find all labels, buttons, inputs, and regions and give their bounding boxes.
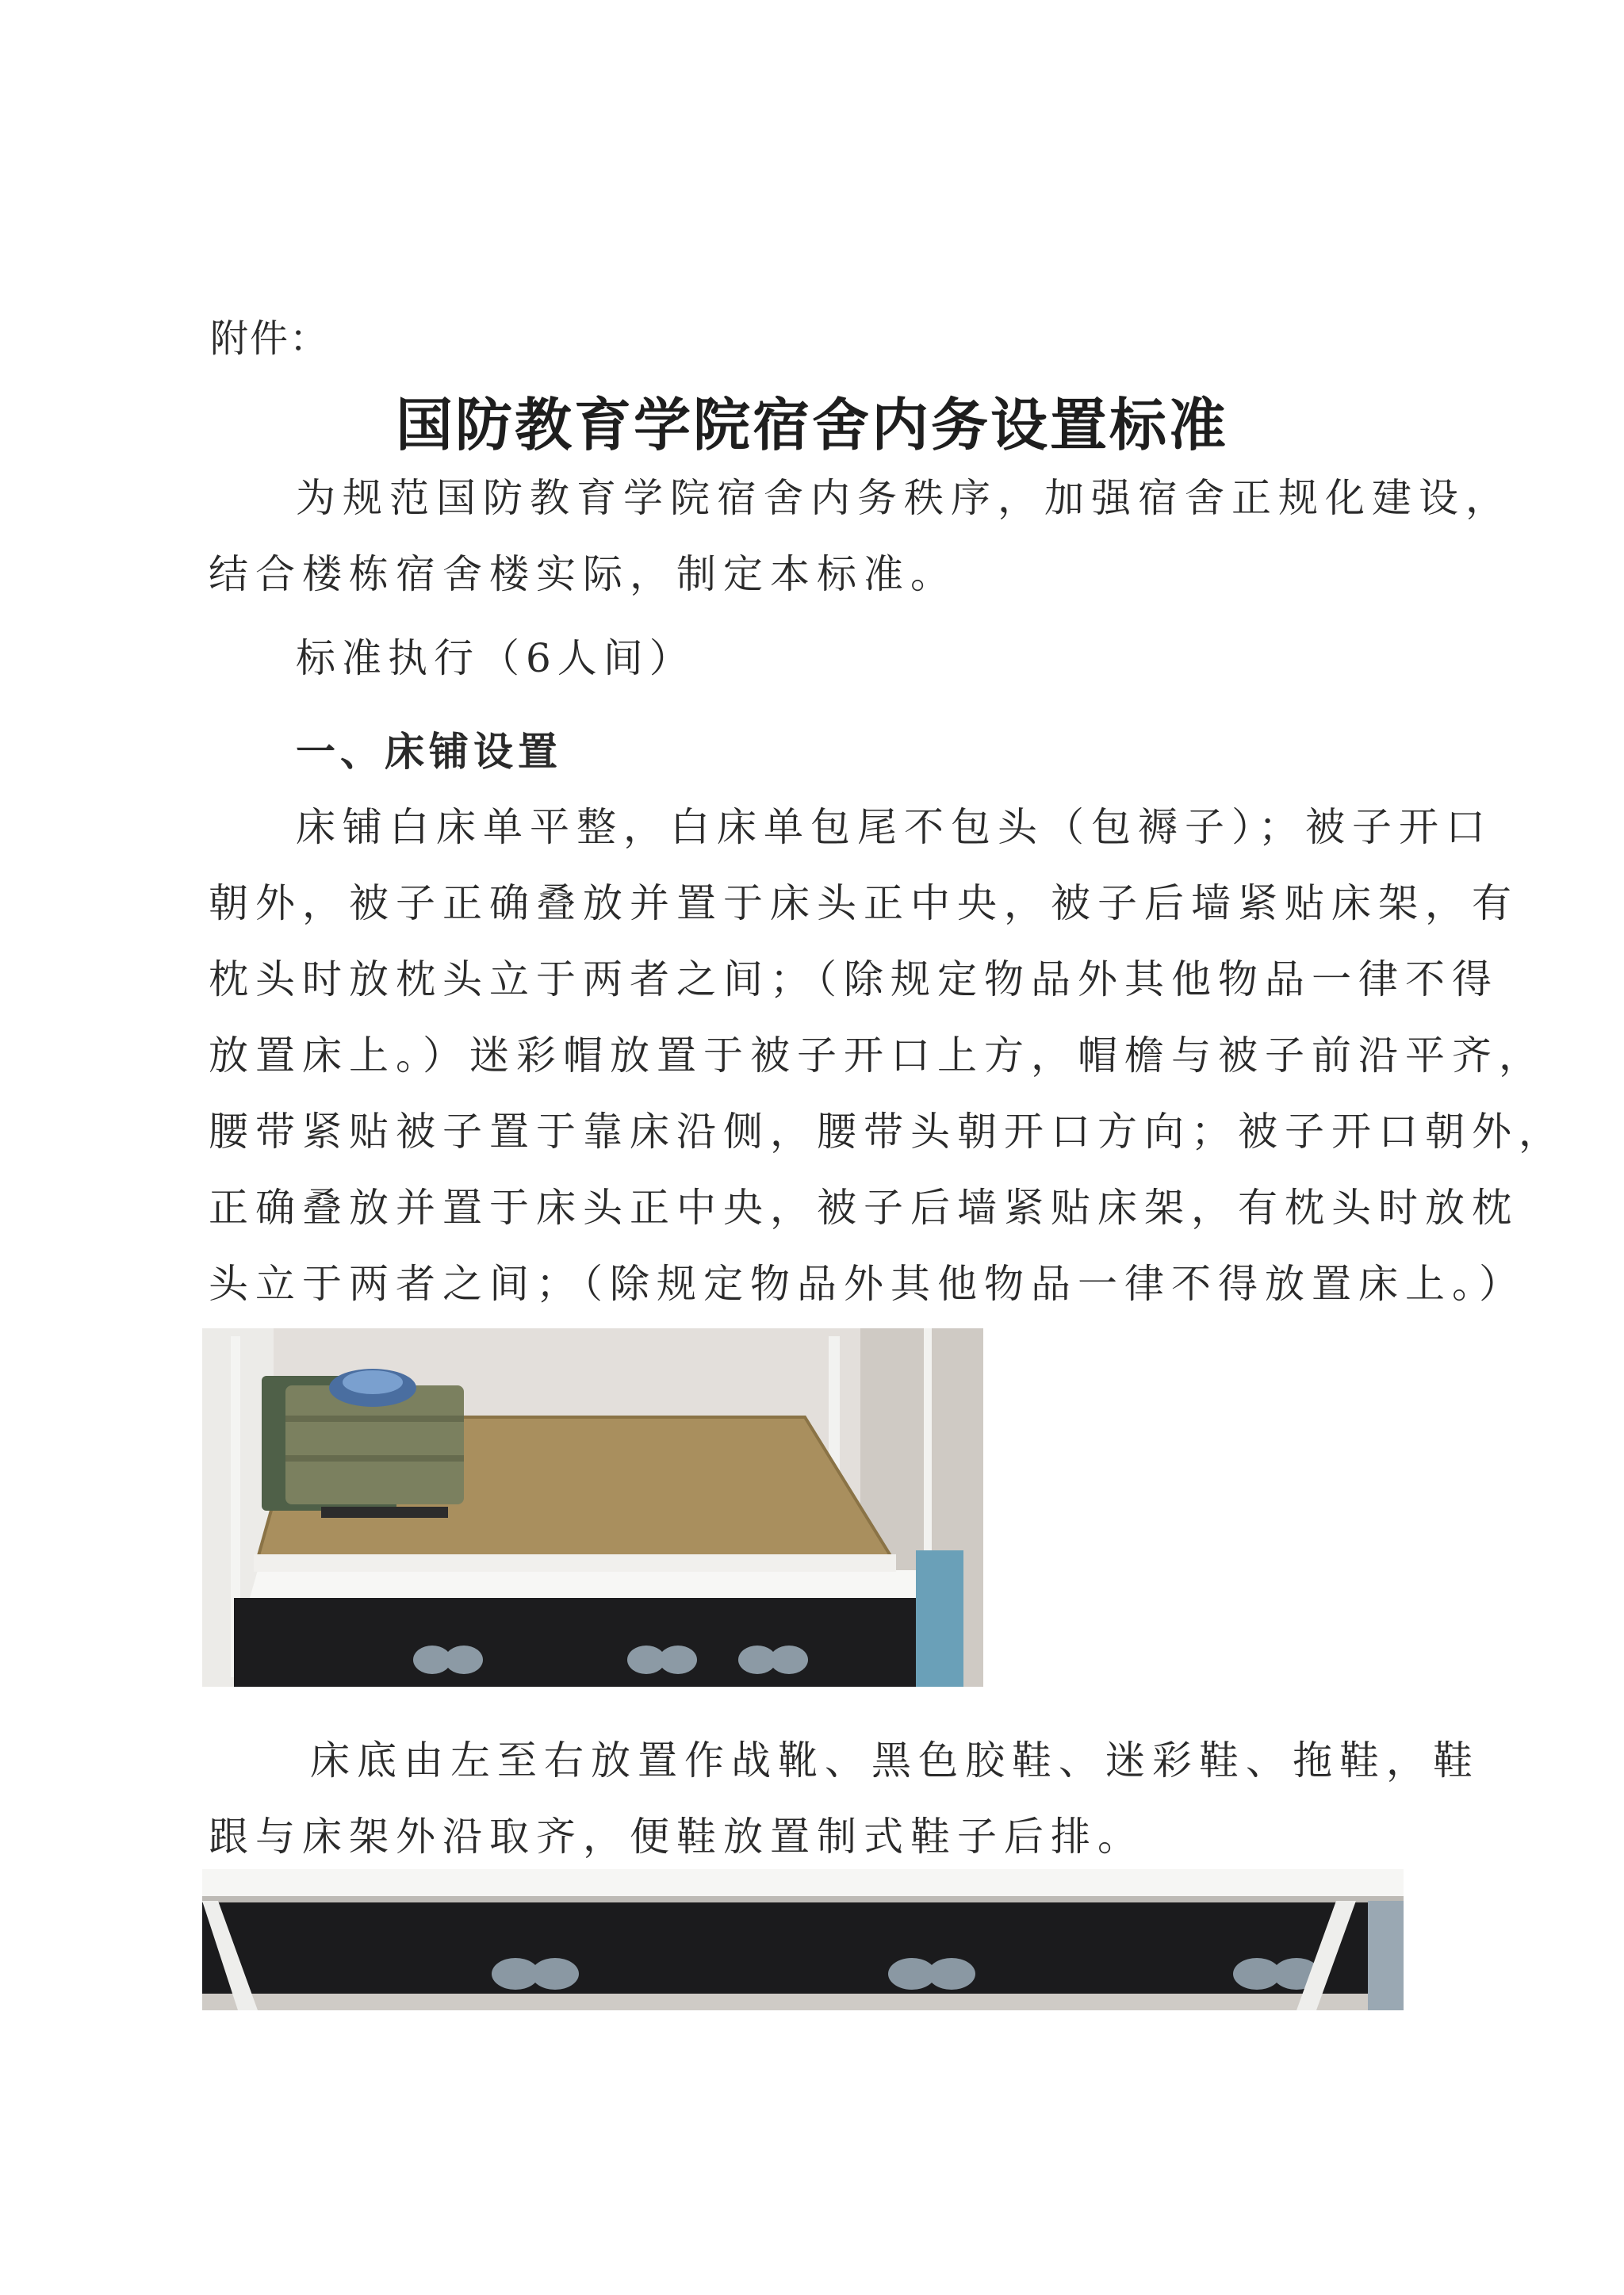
paragraph-line: 头立于两者之间；（除规定物品外其他物品一律不得放置床上。）: [209, 1261, 1526, 1307]
paragraph-line: 枕头时放枕头立于两者之间；（除规定物品外其他物品一律不得: [209, 956, 1499, 1002]
shoes-paragraph: [209, 1722, 1480, 1875]
paragraph-line: 床底由左至右放置作战靴、黑色胶鞋、迷彩鞋、拖鞋，鞋: [310, 1738, 1480, 1784]
paragraph-line: 床铺白床单平整，白床单包尾不包头（包褥子）；被子开口: [296, 804, 1492, 850]
paragraph-line: 正确叠放并置于床头正中央，被子后墙紧贴床架，有枕头时放枕: [209, 1185, 1519, 1231]
paragraph-line: 跟与床架外沿取齐，便鞋放置制式鞋子后排。: [209, 1814, 1144, 1860]
bed-setup-paragraph: [209, 789, 1565, 1322]
intro-line: 为规范国防教育学院宿舍内务秩序，加强宿舍正规化建设，: [296, 475, 1512, 521]
bed-photo: [202, 1328, 983, 1687]
shoes-photo: [202, 1869, 1404, 2010]
intro-line: 结合楼栋宿舍楼实际，制定本标准。: [209, 551, 957, 597]
attachment-label: 附件：: [210, 316, 330, 361]
execution-note: 标准执行（6人间）: [296, 635, 695, 681]
document-title: 国防教育学院宿舍内务设置标准: [395, 392, 1228, 458]
paragraph-line: 腰带紧贴被子置于靠床沿侧，腰带头朝开口方向；被子开口朝外，: [209, 1109, 1565, 1155]
paragraph-line: 朝外，被子正确叠放并置于床头正中央，被子后墙紧贴床架，有: [209, 880, 1519, 926]
section-heading: 一、床铺设置: [296, 729, 562, 775]
intro-paragraph: [209, 460, 1512, 612]
paragraph-line: 放置床上。）迷彩帽放置于被子开口上方，帽檐与被子前沿平齐，: [209, 1033, 1545, 1079]
shoes-photo-illustration: [202, 1869, 1404, 2010]
bed-photo-illustration: [202, 1328, 983, 1687]
